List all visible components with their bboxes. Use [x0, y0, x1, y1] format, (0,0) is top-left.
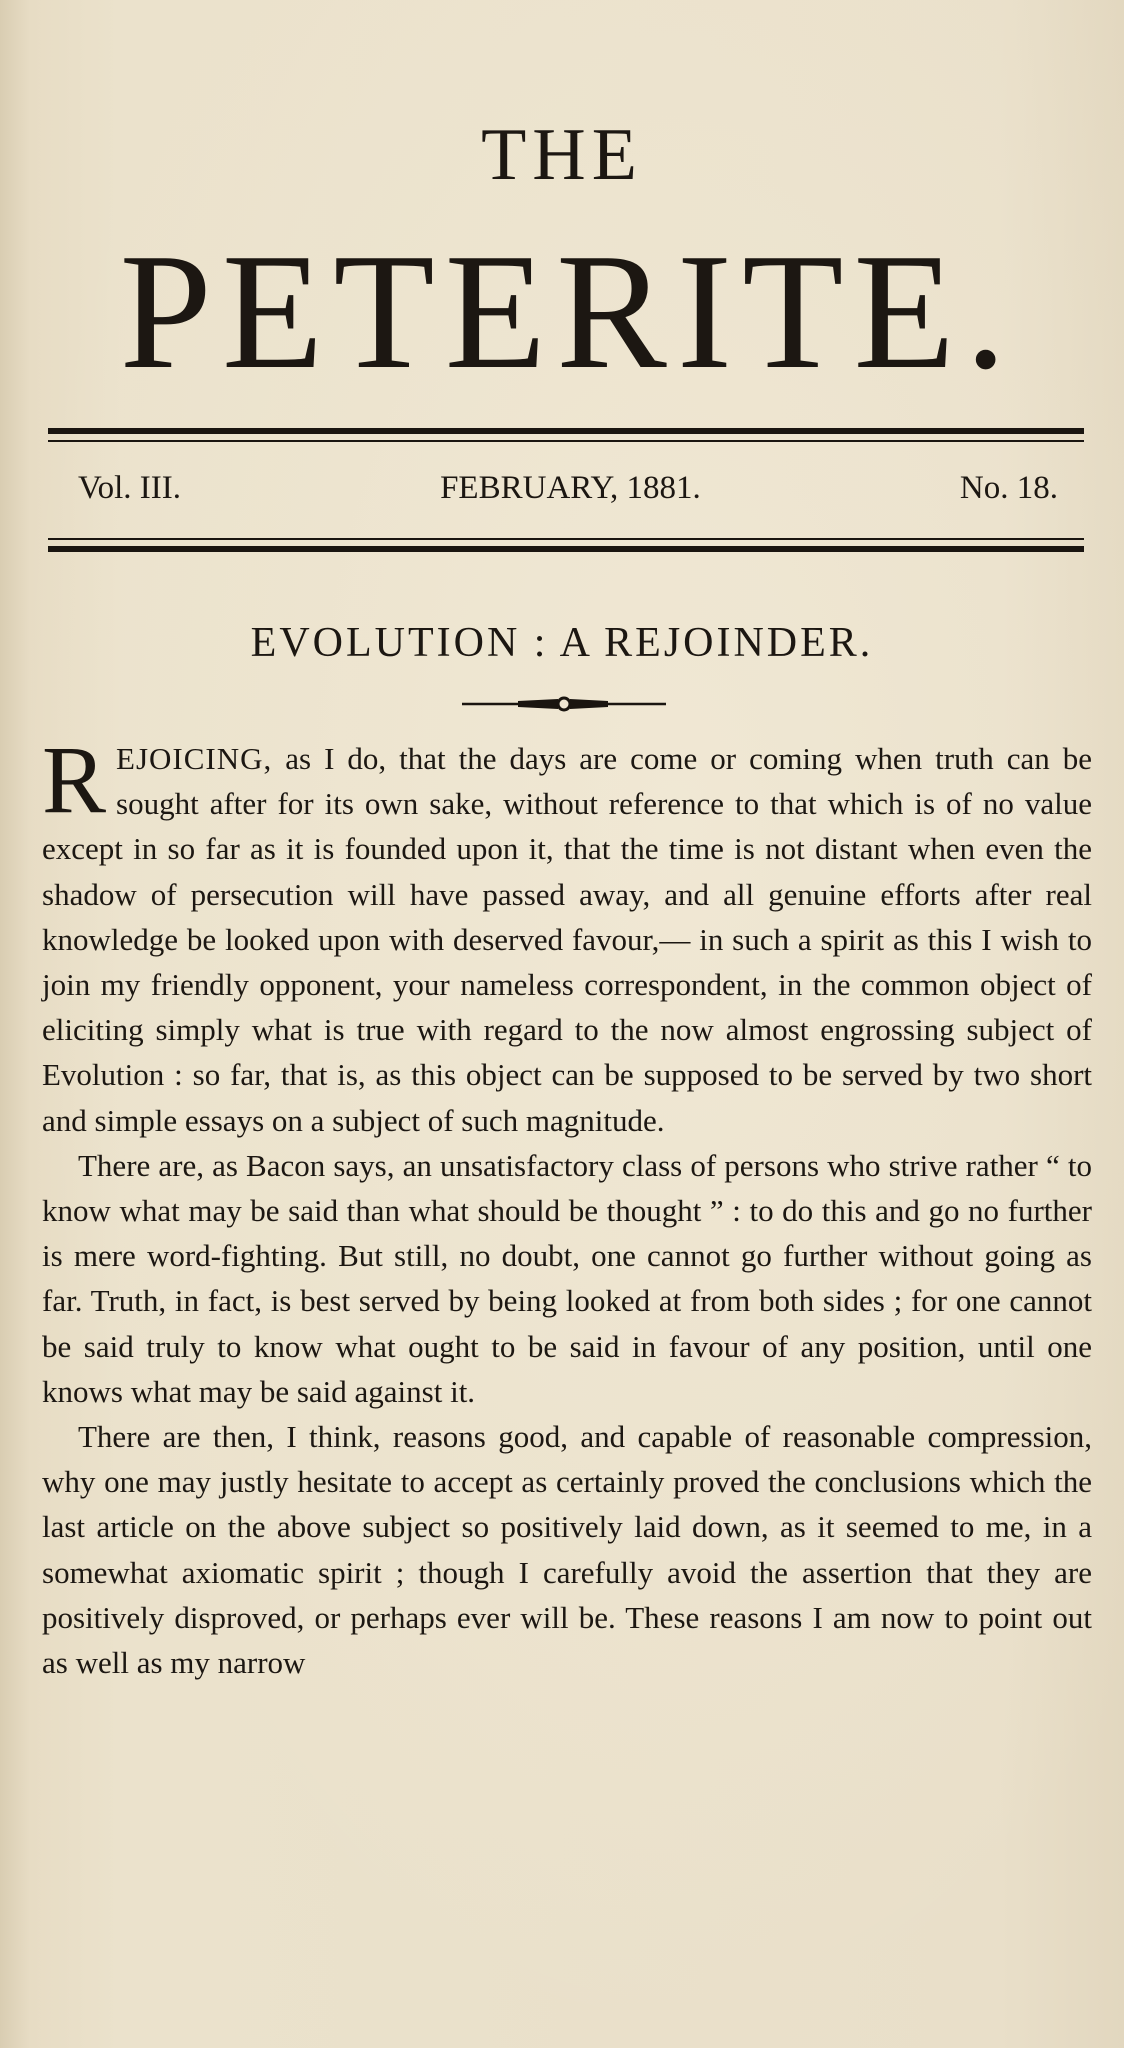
- masthead-rule-thin-top: [48, 440, 1084, 442]
- issue-rule-thick-bottom: [48, 546, 1084, 552]
- masthead-title: PETERITE.: [119, 219, 1017, 403]
- masthead-rule-thick-top: [48, 428, 1084, 434]
- issue-number: No. 18.: [959, 470, 1058, 506]
- volume-label: Vol. III.: [78, 470, 181, 506]
- issue-line: [78, 472, 1058, 505]
- article-body: [42, 726, 1092, 1685]
- title-ornament: [458, 692, 670, 716]
- article-title: EVOLUTION : A REJOINDER.: [250, 620, 874, 666]
- article-paragraph-2: There are, as Bacon says, an unsatisfactory class of persons who strive rather “ to know what may be said than what should be thought ” : to do this and go no further is mere word-fighting. But still, no doubt, one cannot go further without going as far. Truth, in fact, is best served by being looked at from both sides ; for one cannot be said truly to know what ought to be said in favour of any position, until one knows what may be said against it.: [42, 1147, 1092, 1409]
- article-paragraph-3: There are then, I think, reasons good, and capable of reasonable compression, why one may justly hesitate to accept as certainly proved the conclusions which the last article on the above subject so positively laid down, as it seemed to me, in a somewhat axiomatic spirit ; though I carefully avoid the assertion that they are positively disproved, or perhaps ever will be. These reasons I am now to point out as well as my narrow: [42, 1419, 1092, 1681]
- issue-date: FEBRUARY, 1881.: [440, 470, 701, 506]
- drop-cap: R: [42, 726, 107, 833]
- masthead-the: THE: [481, 114, 643, 196]
- paragraph-opening-words: EJOICING,: [116, 741, 273, 776]
- paragraph-1-text: as I do, that the days are come or coming when truth can be sought after for its own sake, without reference to that which is of no value except in so far as it is founded upon it, that the time is not distant when even the shadow of persecution will have passed away, and all genuine efforts after real knowledge be looked upon with deserved favour,— in such a spirit as this I wish to join my friendly opponent, your nameless correspondent, in the common object of eliciting simply what is true with regard to the now almost engrossing subject of Evolution : so far, that is, as this object can be supposed to be served by two short and simple essays on a subject of such magnitude.: [42, 741, 1092, 1138]
- issue-rule-thin-bottom: [48, 538, 1084, 540]
- article-paragraph-1: [42, 726, 1092, 1143]
